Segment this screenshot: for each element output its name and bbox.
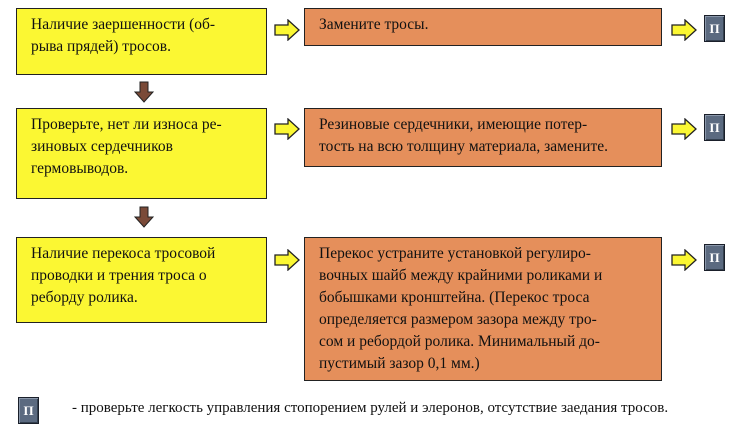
action-box-1 bbox=[304, 8, 662, 46]
right-arrow-icon bbox=[671, 118, 697, 140]
action-3-line-5: сом и ребордой ролика. Минимальный до- bbox=[319, 333, 600, 350]
condition-box-3 bbox=[16, 237, 267, 323]
down-arrow-icon bbox=[134, 206, 154, 228]
right-arrow-icon bbox=[671, 249, 697, 271]
condition-3-line-3: реборду ролика. bbox=[31, 289, 138, 306]
check-badge-3: П bbox=[704, 244, 725, 271]
check-badge-2: П bbox=[704, 114, 725, 141]
condition-box-1 bbox=[16, 8, 267, 75]
legend-badge: П bbox=[18, 397, 39, 424]
action-1-line-1: Замените тросы. bbox=[319, 16, 429, 33]
condition-1-line-1: Наличие заершенности (об- bbox=[31, 16, 216, 33]
condition-3-line-1: Наличие перекоса тросовой bbox=[31, 245, 216, 262]
condition-3-line-2: проводки и трения троса о bbox=[31, 267, 207, 284]
action-2-line-2: тость на всю толщину материала, замените. bbox=[319, 138, 608, 155]
right-arrow-icon bbox=[274, 118, 300, 140]
right-arrow-icon bbox=[274, 249, 300, 271]
action-box-2 bbox=[304, 108, 662, 167]
down-arrow-icon bbox=[134, 81, 154, 103]
right-arrow-icon bbox=[274, 19, 300, 41]
condition-box-2 bbox=[16, 108, 267, 199]
action-3-line-2: вочных шайб между крайними роликами и bbox=[319, 267, 603, 284]
right-arrow-icon bbox=[671, 19, 697, 41]
action-2-line-1: Резиновые сердечники, имеющие потер- bbox=[319, 116, 588, 133]
condition-1-line-2: рыва прядей) тросов. bbox=[31, 38, 171, 55]
action-box-3 bbox=[304, 237, 662, 381]
condition-2-line-2: зиновых сердечников bbox=[31, 138, 173, 155]
action-3-line-1: Перекос устраните установкой регулиро- bbox=[319, 245, 591, 262]
action-3-line-4: определяется размером зазора между тро- bbox=[319, 311, 597, 328]
condition-2-line-1: Проверьте, нет ли износа ре- bbox=[31, 116, 222, 133]
action-3-line-3: бобышками кронштейна. (Перекос троса bbox=[319, 289, 590, 306]
legend-text: - проверьте легкость управления стопорением рулей и элеронов, отсутствие заедания тросов. bbox=[72, 400, 669, 416]
check-badge-1: П bbox=[704, 15, 725, 42]
condition-2-line-3: гермовыводов. bbox=[31, 160, 129, 177]
action-3-line-6: пустимый зазор 0,1 мм.) bbox=[319, 355, 480, 372]
